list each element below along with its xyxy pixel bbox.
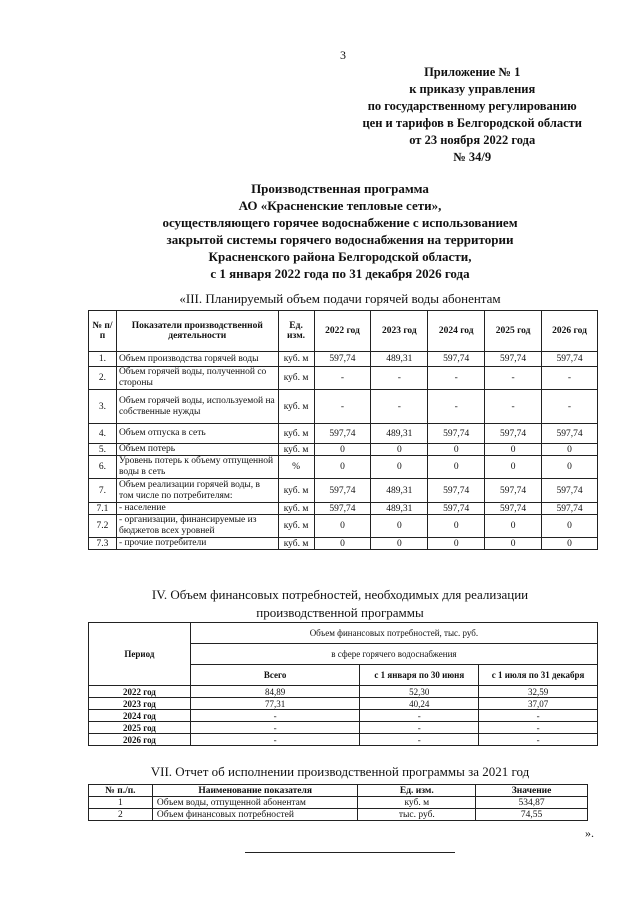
table-cell: 0 — [314, 515, 371, 538]
table-cell: - — [485, 367, 542, 390]
total-header: Всего — [190, 665, 360, 686]
table-cell: 3. — [89, 390, 117, 424]
table-cell: куб. м — [278, 367, 314, 390]
table-cell: 597,74 — [542, 352, 598, 367]
table-cell: 0 — [428, 444, 485, 456]
table-cell: 597,74 — [542, 479, 598, 503]
title-line: с 1 января 2022 года по 31 декабря 2026 года — [210, 266, 470, 281]
table-cell: Объем горячей воды, полученной со стороны — [116, 367, 278, 390]
table-cell: 597,74 — [314, 352, 371, 367]
table-cell: 32,59 — [479, 686, 598, 698]
table-cell: 489,31 — [371, 352, 428, 367]
table-cell: 0 — [371, 515, 428, 538]
table-cell: - — [485, 390, 542, 424]
table-cell: - — [479, 722, 598, 734]
table-cell: - — [479, 734, 598, 746]
header-cell: Ед. изм. — [358, 785, 476, 797]
table-row — [89, 444, 598, 456]
table-cell: - — [371, 367, 428, 390]
table-cell: 597,74 — [485, 352, 542, 367]
header-cell: Значение — [476, 785, 588, 797]
table-cell: 0 — [542, 538, 598, 550]
table-cell: 1. — [89, 352, 117, 367]
table-cell: - — [542, 367, 598, 390]
table-cell: 0 — [542, 444, 598, 456]
table-cell: 597,74 — [428, 424, 485, 444]
table-cell: - — [542, 390, 598, 424]
section7-heading: VII. Отчет об исполнении производственной программы за 2021 год — [150, 764, 530, 779]
table-cell: 52,30 — [360, 686, 479, 698]
table-cell: 0 — [428, 538, 485, 550]
header-cell: Наименование показателя — [152, 785, 358, 797]
section4-heading-line: IV. Объем финансовых потребностей, необходимых для реализации — [151, 587, 529, 602]
appendix-line: к приказу управления — [409, 82, 536, 96]
table-cell: - — [371, 390, 428, 424]
table-header-row — [89, 623, 598, 644]
table-cell: 597,74 — [314, 479, 371, 503]
table-cell: 2026 год — [89, 734, 191, 746]
table-cell: 489,31 — [371, 503, 428, 515]
table-row — [89, 734, 598, 746]
appendix-header — [362, 64, 582, 166]
table-cell: куб. м — [278, 424, 314, 444]
half2-header: с 1 июля по 31 декабря — [479, 665, 598, 686]
table-cell: куб. м — [278, 479, 314, 503]
table-cell: 2025 год — [89, 722, 191, 734]
table-cell: 597,74 — [428, 352, 485, 367]
table-row — [89, 686, 598, 698]
table-cell: 4. — [89, 424, 117, 444]
table-header-row — [89, 311, 598, 352]
table-cell: 0 — [542, 456, 598, 479]
table-cell: - — [190, 734, 360, 746]
table-row — [89, 367, 598, 390]
table-cell: - — [360, 722, 479, 734]
table-cell: 0 — [428, 515, 485, 538]
table-cell: - прочие потребители — [116, 538, 278, 550]
table-cell: 0 — [371, 538, 428, 550]
table-cell: 0 — [314, 444, 371, 456]
table-cell: куб. м — [358, 797, 476, 809]
table-cell: 7.3 — [89, 538, 117, 550]
water-supply-table — [88, 310, 598, 550]
table-cell: Уровень потерь к объему отпущенной воды в сеть — [116, 456, 278, 479]
table-cell: тыс. руб. — [358, 809, 476, 821]
title-line: закрытой системы горячего водоснабжения на территории — [166, 232, 514, 247]
table-cell: % — [278, 456, 314, 479]
section3-heading: «III. Планируемый объем подачи горячей воды абонентам — [179, 291, 501, 306]
header-cell: № п./п. — [89, 785, 153, 797]
table-cell: 597,74 — [485, 424, 542, 444]
appendix-line: от 23 ноября 2022 года — [409, 133, 536, 147]
table-cell: 2022 год — [89, 686, 191, 698]
table-cell: 37,07 — [479, 698, 598, 710]
table-row — [89, 456, 598, 479]
table-cell: Объем потерь — [116, 444, 278, 456]
table-cell: 0 — [485, 456, 542, 479]
section4-heading — [110, 586, 570, 622]
table-cell: Объем отпуска в сеть — [116, 424, 278, 444]
table-row — [89, 809, 588, 821]
table-cell: - — [360, 710, 479, 722]
table-cell: 0 — [314, 538, 371, 550]
table-row — [89, 503, 598, 515]
document-title — [100, 180, 580, 282]
table-cell: - организации, финансируемые из бюджетов всех уровней — [116, 515, 278, 538]
table-cell: куб. м — [278, 444, 314, 456]
table-cell: - — [428, 367, 485, 390]
table-cell: 0 — [542, 515, 598, 538]
header-cell: Ед. изм. — [278, 311, 314, 352]
table-cell: 40,24 — [360, 698, 479, 710]
table-cell: 0 — [371, 456, 428, 479]
header-cell: № п/п — [89, 311, 117, 352]
table-cell: 597,74 — [485, 479, 542, 503]
table-cell: - — [428, 390, 485, 424]
header-cell: 2022 год — [314, 311, 371, 352]
appendix-line: № 34/9 — [453, 150, 492, 164]
table-cell: 489,31 — [371, 424, 428, 444]
table-cell: куб. м — [278, 503, 314, 515]
table-cell: 597,74 — [314, 503, 371, 515]
table-cell: 534,87 — [476, 797, 588, 809]
table-cell: - — [314, 367, 371, 390]
title-line: АО «Красненские тепловые сети», — [238, 198, 442, 213]
title-line: осуществляющего горячее водоснабжение с использованием — [162, 215, 518, 230]
table-cell: 84,89 — [190, 686, 360, 698]
bottom-rule — [245, 852, 455, 853]
table-row — [89, 698, 598, 710]
header-cell: 2026 год — [542, 311, 598, 352]
table-cell: 2 — [89, 809, 153, 821]
table-cell: - — [314, 390, 371, 424]
table-cell: 2. — [89, 367, 117, 390]
table-cell: 0 — [428, 456, 485, 479]
table-row — [89, 797, 588, 809]
table-row — [89, 352, 598, 367]
table-cell: 74,55 — [476, 809, 588, 821]
table-cell: - — [190, 710, 360, 722]
appendix-line: цен и тарифов в Белгородской области — [362, 116, 582, 130]
report-table — [88, 784, 588, 821]
appendix-line: по государственному регулированию — [367, 99, 577, 113]
table-row — [89, 710, 598, 722]
table-row — [89, 390, 598, 424]
table-cell: куб. м — [278, 538, 314, 550]
half1-header: с 1 января по 30 июня — [360, 665, 479, 686]
table-cell: куб. м — [278, 390, 314, 424]
table-cell: 597,74 — [542, 503, 598, 515]
table-cell: 597,74 — [314, 424, 371, 444]
table-cell: 7. — [89, 479, 117, 503]
table-cell: 77,31 — [190, 698, 360, 710]
table-cell: - население — [116, 503, 278, 515]
header-cell: 2024 год — [428, 311, 485, 352]
table-cell: 489,31 — [371, 479, 428, 503]
table-cell: 597,74 — [428, 479, 485, 503]
page-number: 3 — [340, 48, 346, 62]
financial-needs-table — [88, 622, 598, 746]
table-cell: 6. — [89, 456, 117, 479]
table-cell: 0 — [485, 444, 542, 456]
table-cell: 7.2 — [89, 515, 117, 538]
title-line: Красненского района Белгородской области, — [208, 249, 472, 264]
header-cell: 2025 год — [485, 311, 542, 352]
table-cell: 0 — [485, 515, 542, 538]
table-row — [89, 424, 598, 444]
header-cell: 2023 год — [371, 311, 428, 352]
table-cell: куб. м — [278, 352, 314, 367]
table-cell: 7.1 — [89, 503, 117, 515]
table-cell: - — [360, 734, 479, 746]
table-cell: 2023 год — [89, 698, 191, 710]
sub-header: в сфере горячего водоснабжения — [190, 644, 597, 665]
table-cell: 597,74 — [428, 503, 485, 515]
table-cell: 0 — [371, 444, 428, 456]
table-cell: Объем реализации горячей воды, в том числе по потребителям: — [116, 479, 278, 503]
table-row — [89, 538, 598, 550]
table-cell: 5. — [89, 444, 117, 456]
period-header: Период — [89, 623, 191, 686]
table-cell: 597,74 — [542, 424, 598, 444]
table-cell: 597,74 — [485, 503, 542, 515]
table-row — [89, 515, 598, 538]
closing-quote: ». — [585, 826, 594, 840]
header-cell: Показатели производственной деятельности — [116, 311, 278, 352]
table-header-row — [89, 785, 588, 797]
section4-heading-line: производственной программы — [256, 605, 424, 620]
appendix-line: Приложение № 1 — [424, 65, 521, 79]
title-line: Производственная программа — [251, 181, 429, 196]
table-cell: куб. м — [278, 515, 314, 538]
table-row — [89, 479, 598, 503]
table-cell: Объем воды, отпущенной абонентам — [152, 797, 358, 809]
table-cell: 1 — [89, 797, 153, 809]
table-cell: - — [190, 722, 360, 734]
table-cell: 0 — [314, 456, 371, 479]
table-cell: Объем горячей воды, используемой на собственные нужды — [116, 390, 278, 424]
group-header: Объем финансовых потребностей, тыс. руб. — [190, 623, 597, 644]
table-cell: - — [479, 710, 598, 722]
table-cell: Объем производства горячей воды — [116, 352, 278, 367]
table-cell: 0 — [485, 538, 542, 550]
table-cell: 2024 год — [89, 710, 191, 722]
table-row — [89, 722, 598, 734]
table-cell: Объем финансовых потребностей — [152, 809, 358, 821]
